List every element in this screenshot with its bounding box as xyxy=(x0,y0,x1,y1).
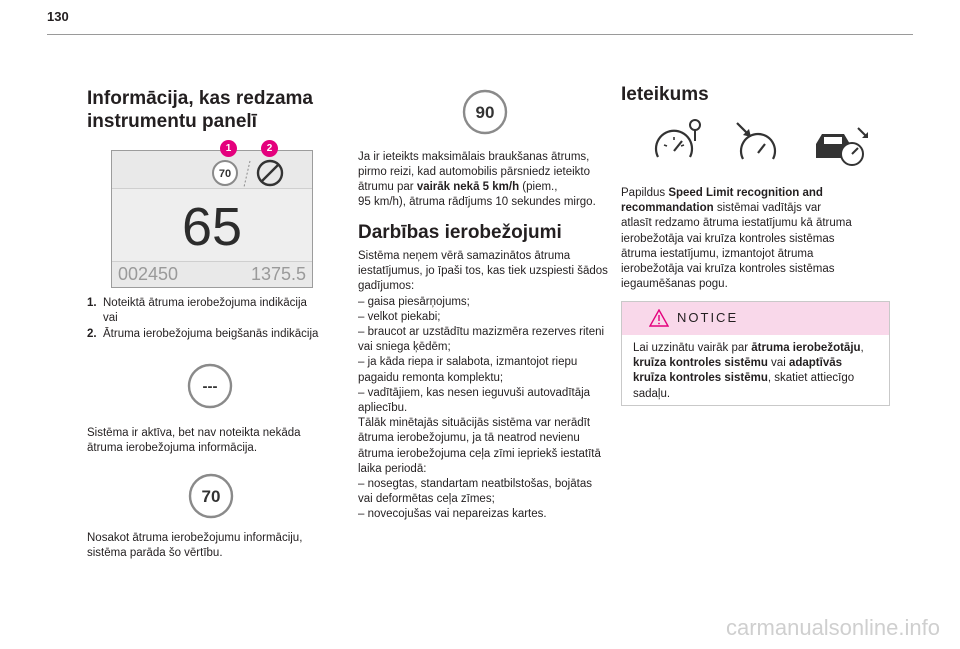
no-limit-sign xyxy=(186,362,234,410)
car-speed-limit-icon xyxy=(812,124,870,168)
dash-signs xyxy=(210,159,310,189)
intro-line4: 95 km/h), ātruma rādījums 10 sekundes mirgo. xyxy=(358,196,596,208)
heading-instrument-panel-line2: instrumentu panelī xyxy=(87,111,257,132)
notice-box xyxy=(621,301,890,406)
dash-speed: 65 xyxy=(181,197,243,257)
rec-l2-bold: recommandation xyxy=(621,202,714,215)
notice-line2 xyxy=(633,356,883,371)
heading-instrument-panel-line1: Informācija, kas redzama xyxy=(87,88,313,109)
limitations-line: ātruma ierobežojumu, ja tā neatrod nevienu xyxy=(358,432,580,445)
limitations-line: – novecojušas vai nepareizas kartes. xyxy=(358,508,547,521)
limitations-line: ātruma ierobežojuma ceļa zīmi iepriekš iestatītā xyxy=(358,447,601,460)
limitations-line: – gaisa piesārņojums; xyxy=(358,295,470,308)
notice-l1-bold: ātruma ierobežotāju xyxy=(751,342,861,354)
top-rule xyxy=(47,34,913,35)
recommendation-line1 xyxy=(621,186,891,201)
notice-line4: sadaļu. xyxy=(633,387,671,400)
recommendation-line7: iegaumēšanas pogu. xyxy=(621,278,728,291)
dash-trip: 1375.5 xyxy=(250,264,306,284)
limitations-line: – nosegtas, standartam neatbilstošas, bojātas xyxy=(358,478,592,491)
page-number: 130 xyxy=(47,9,69,24)
speed-90-sign xyxy=(461,88,509,136)
dash-odometer: 002450 xyxy=(118,264,179,284)
intro-line2: pirmo reizi, kad automobilis pārsniedz ieteikto xyxy=(358,166,591,178)
limitations-line: – braucot ar uzstādītu mazizmēra rezerves riteni xyxy=(358,326,605,339)
list-item-num: 2. xyxy=(87,328,97,340)
list-item-text: Ātruma ierobežojuma beigšanās indikācija xyxy=(103,328,319,340)
no-limit-dashes: --- xyxy=(202,378,218,395)
intro-line3-bold: vairāk nekā 5 km/h xyxy=(416,181,520,193)
recommendation-line5: ātruma iestatījumu, izmantojot ātruma xyxy=(621,247,814,260)
rec-l1-pre: Papildus xyxy=(621,187,669,199)
list-item xyxy=(87,296,337,311)
heading-recommendation: Ieteikums xyxy=(621,84,709,105)
notice-header xyxy=(622,302,889,335)
recommendation-line6: ierobežotāja vai kruīza kontroles sistēmas xyxy=(621,263,835,276)
limitations-line: – velkot piekabi; xyxy=(358,310,441,323)
end-of-limit-slash xyxy=(262,165,278,181)
intro-line3 xyxy=(358,180,557,195)
separator-line xyxy=(244,161,250,187)
limitations-line: Tālāk minētajās situācijās sistēma var nerādīt xyxy=(358,417,591,430)
intro-line3-post: (piem., xyxy=(519,181,558,193)
dash-limit-text: 70 xyxy=(218,168,232,180)
notice-l1-post: , xyxy=(860,342,864,354)
notice-l2-bold2: adaptīvās xyxy=(788,357,843,370)
para-active-line2: ātruma ierobežojuma informācija. xyxy=(87,442,258,454)
recommendation-line4: ierobežotāja vai kruīza kontroles sistēmas xyxy=(621,232,835,245)
notice-l3-bold: kruīza kontroles sistēmu xyxy=(633,372,768,385)
para-active-line1: Sistēma ir aktīva, bet nav noteikta nekāda xyxy=(87,427,301,439)
notice-l2-bold: kruīza kontroles sistēmu xyxy=(633,357,768,370)
limitations-line: Sistēma neņem vērā samazinātos ātruma xyxy=(358,250,571,262)
notice-l1-pre: Lai uzzinātu vairāk par xyxy=(633,342,752,354)
limitations-line: – ja kāda riepa ir salabota, izmantojot riepu xyxy=(358,356,578,369)
notice-title: NOTICE xyxy=(677,310,739,325)
limitations-line: – vadītājiem, kas nesen ieguvuši autovadītāja xyxy=(358,386,591,399)
notice-line1 xyxy=(633,341,883,356)
intro-line1: Ja ir ieteikts maksimālais braukšanas ātrums, xyxy=(358,151,590,163)
para-70-line2: sistēma parāda šo vērtību. xyxy=(87,547,223,559)
speedometer-location-icon xyxy=(652,117,706,165)
warning-triangle-icon xyxy=(649,309,669,327)
list-item-num: 1. xyxy=(87,297,97,309)
speed-90-text: 90 xyxy=(475,103,495,122)
speed-70-sign xyxy=(187,472,235,520)
para-70-line1: Nosakot ātruma ierobežojumu informāciju, xyxy=(87,532,303,544)
recommendation-line2 xyxy=(621,201,891,216)
limitations-line: vai deformētas ceļa zīmes; xyxy=(358,493,495,506)
limitations-line: laika periodā: xyxy=(358,462,427,475)
notice-l3-post: , skatiet attiecīgo xyxy=(767,372,855,385)
list-item-cont: vai xyxy=(103,312,118,324)
recommendation-body xyxy=(621,186,891,292)
callout-1: 1 xyxy=(220,140,237,157)
rec-l1-bold: Speed Limit recognition and xyxy=(668,187,823,199)
list-item-text: Noteiktā ātruma ierobežojuma indikācija xyxy=(103,297,307,309)
limitations-line: gadījumos: xyxy=(358,280,415,293)
limitations-line: iestatījumus, jo īpaši tos, kas tiek uzspiesti šādos xyxy=(358,265,608,278)
notice-l2-mid: vai xyxy=(767,357,789,370)
limitations-line: vai sniega ķēdēm; xyxy=(358,341,451,354)
speed-70-text: 70 xyxy=(201,487,221,506)
recommendation-line3: atlasīt redzamo ātruma iestatījumu kā ātruma xyxy=(621,217,852,230)
speedometer-arrow-icon xyxy=(735,121,783,165)
rec-l2-post: sistēmai vadītājs var xyxy=(713,202,822,215)
limitations-line: apliecību. xyxy=(358,402,408,415)
instrument-panel-illustration xyxy=(111,150,313,288)
limitations-line: pagaidu remonta komplektu; xyxy=(358,371,504,384)
notice-line3 xyxy=(633,371,883,386)
notice-body xyxy=(633,341,883,402)
callout-2: 2 xyxy=(261,140,278,157)
watermark: carmanualsonline.info xyxy=(725,615,940,640)
heading-limitations: Darbības ierobežojumi xyxy=(358,222,562,243)
list-item xyxy=(87,327,337,342)
intro-line3-pre: ātrumu par xyxy=(358,181,417,193)
dash-bottom-band xyxy=(112,261,312,287)
limitations-body xyxy=(358,249,618,523)
